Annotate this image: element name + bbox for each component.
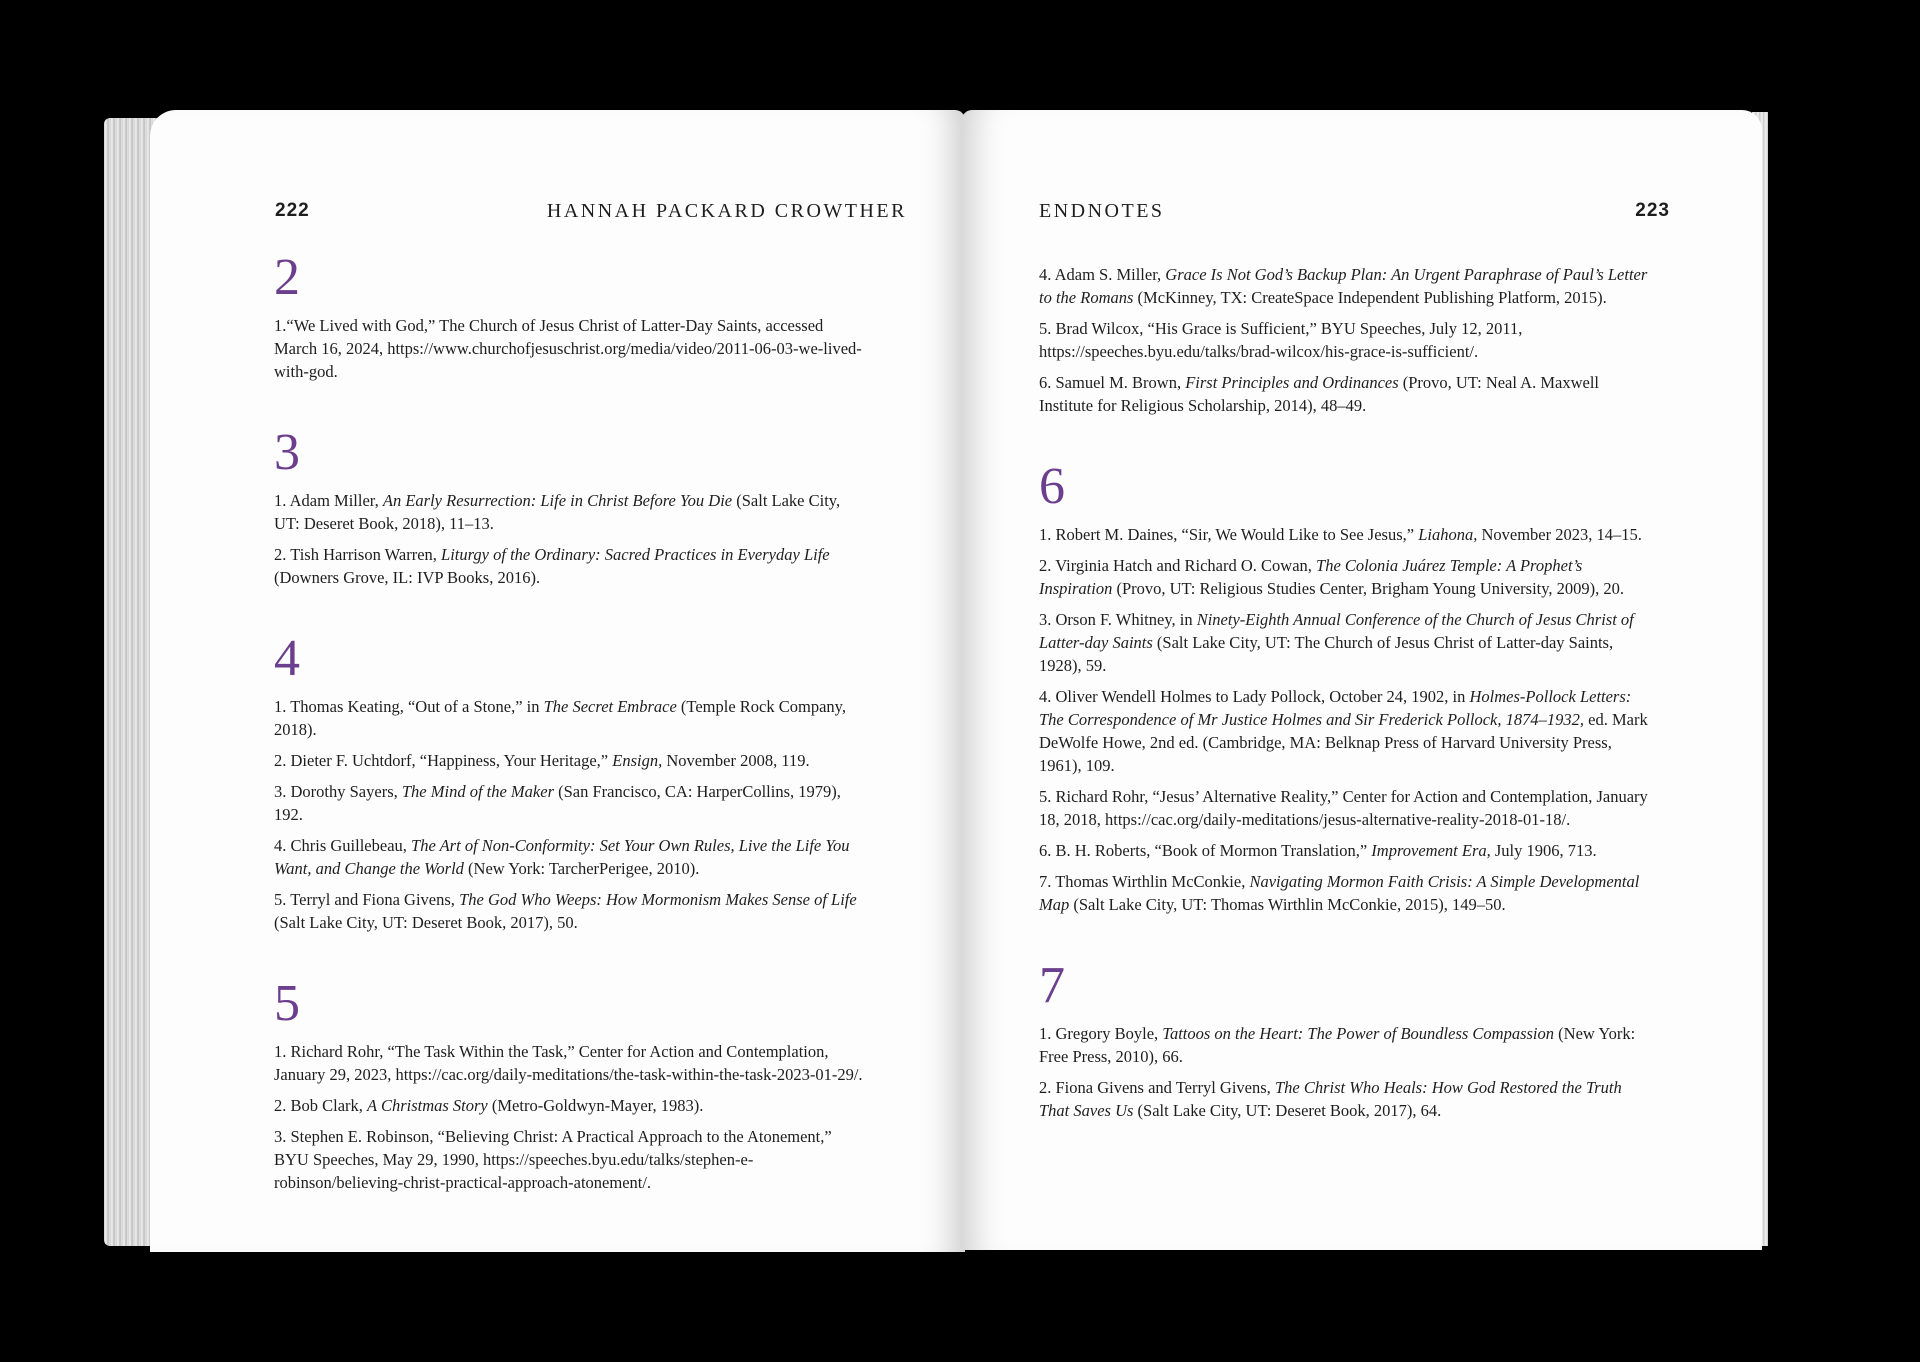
right-page bbox=[962, 110, 1762, 1250]
endnote-title-italic: Holmes-Pollock Letters: The Correspondence of Mr Justice Holmes and Sir Frederick Pollock, 1874–1932, bbox=[1039, 687, 1632, 729]
endnote-title-italic: Navigating Mormon Faith Crisis: A Simple Developmental Map bbox=[1039, 872, 1640, 914]
endnote-text: 1.“We Lived with God,” The Church of Jesus Christ of Latter-Day Saints, accessed March 16, 2024, https://www.churchofjesuschrist.org/media/video/2011-06-03-we-lived-with-god. bbox=[274, 316, 862, 381]
endnote-text: 5. Terryl and Fiona Givens, bbox=[274, 890, 460, 909]
endnotes-column-left bbox=[274, 249, 864, 1238]
endnote bbox=[1039, 870, 1649, 916]
endnote-title-italic: The God Who Weeps: How Mormonism Makes Sense of Life bbox=[459, 890, 857, 909]
endnote-title-italic: An Early Resurrection: Life in Christ Before You Die bbox=[382, 491, 733, 510]
endnote-text: 1. Robert M. Daines, “Sir, We Would Like to See Jesus,” bbox=[1039, 525, 1419, 544]
endnote-text: 4. Chris Guillebeau, bbox=[274, 836, 412, 855]
endnote-text: (Salt Lake City, UT: Thomas Wirthlin McConkie, 2015), 149–50. bbox=[1069, 895, 1506, 914]
running-head: ENDNOTES bbox=[1039, 200, 1165, 222]
endnote bbox=[274, 1094, 864, 1117]
endnote-title-italic: Ninety-Eighth Annual Conference of the Church of Jesus Christ of Latter-day Saints bbox=[1039, 610, 1634, 652]
endnote-text: (New York: TarcherPerigee, 2010). bbox=[463, 859, 700, 878]
left-page bbox=[150, 110, 965, 1252]
endnote bbox=[274, 749, 864, 772]
endnote-text: (Salt Lake City, UT: Deseret Book, 2017), 50. bbox=[274, 913, 578, 932]
endnote-title-italic: First Principles and Ordinances bbox=[1185, 373, 1399, 392]
endnote-section bbox=[1039, 458, 1649, 916]
endnote-text: 2. Dieter F. Uchtdorf, “Happiness, Your Heritage,” bbox=[274, 751, 613, 770]
chapter-number: 7 bbox=[1039, 957, 1065, 1014]
endnote-text: 5. Brad Wilcox, “His Grace is Sufficient,” BYU Speeches, July 12, 2011, https://speeches.byu.edu/talks/brad-wilcox/his-grace-is-sufficient/. bbox=[1039, 319, 1523, 361]
endnote-title-italic: The Mind of the Maker bbox=[401, 782, 554, 801]
endnote-title-italic: The Christ Who Heals: How God Restored the Truth That Saves Us bbox=[1039, 1078, 1622, 1120]
endnote-text: 1. Richard Rohr, “The Task Within the Task,” Center for Action and Contemplation, January 29, 2023, https://cac.org/daily-meditations/the-task-within-the-task-2023-01-29/. bbox=[274, 1042, 863, 1084]
endnote bbox=[274, 695, 864, 741]
chapter-number: 2 bbox=[274, 249, 300, 306]
page-number: 222 bbox=[275, 200, 310, 221]
endnote bbox=[1039, 371, 1649, 417]
endnote-text: (Provo, UT: Religious Studies Center, Brigham Young University, 2009), 20. bbox=[1112, 579, 1625, 598]
endnote-text: 3. Dorothy Sayers, bbox=[274, 782, 402, 801]
endnote bbox=[1039, 523, 1649, 546]
endnote-text: (Temple Rock Company, 2018). bbox=[274, 697, 846, 739]
endnote-text: 1. Adam Miller, bbox=[274, 491, 383, 510]
endnote-title-italic: Liahona, bbox=[1418, 525, 1478, 544]
endnote bbox=[274, 314, 864, 383]
endnote-text: 3. Stephen E. Robinson, “Believing Christ: A Practical Approach to the Atonement,” BYU Speeches, May 29, 1990, https://speeches.byu.edu/talks/stephen-e-robinson/believing-christ-practical-approach-atonement/. bbox=[274, 1127, 832, 1192]
endnote-text: July 1906, 713. bbox=[1490, 841, 1597, 860]
endnote-text: 1. Gregory Boyle, bbox=[1039, 1024, 1163, 1043]
endnote bbox=[274, 780, 864, 826]
endnote-text: 4. Adam S. Miller, bbox=[1039, 265, 1166, 284]
endnote bbox=[1039, 1022, 1649, 1068]
endnote-text: November 2023, 14–15. bbox=[1477, 525, 1642, 544]
page-number: 223 bbox=[1635, 200, 1670, 221]
endnote-title-italic: Tattoos on the Heart: The Power of Boundless Compassion bbox=[1162, 1024, 1555, 1043]
endnote-text: (Provo, UT: Neal A. Maxwell Institute for Religious Scholarship, 2014), 48–49. bbox=[1039, 373, 1599, 415]
endnote bbox=[274, 1125, 864, 1194]
endnote-title-italic: Ensign, bbox=[612, 751, 663, 770]
endnote-section bbox=[274, 630, 864, 934]
endnote-text: 2. Fiona Givens and Terryl Givens, bbox=[1039, 1078, 1275, 1097]
endnote bbox=[274, 489, 864, 535]
endnote-text: 6. B. H. Roberts, “Book of Mormon Translation,” bbox=[1039, 841, 1372, 860]
endnote-title-italic: The Art of Non-Conformity: Set Your Own Rules, Live the Life You Want, and Change the World bbox=[274, 836, 850, 878]
endnote bbox=[274, 1040, 864, 1086]
endnote-text: 4. Oliver Wendell Holmes to Lady Pollock, October 24, 1902, in bbox=[1039, 687, 1470, 706]
endnote-text: 6. Samuel M. Brown, bbox=[1039, 373, 1186, 392]
endnote-title-italic: The Colonia Juárez Temple: A Prophet’s Inspiration bbox=[1039, 556, 1583, 598]
endnote-text: (New York: Free Press, 2010), 66. bbox=[1039, 1024, 1636, 1066]
endnote bbox=[1039, 554, 1649, 600]
chapter-number: 3 bbox=[274, 424, 300, 481]
endnote-text: (Metro-Goldwyn-Mayer, 1983). bbox=[487, 1096, 704, 1115]
endnote bbox=[274, 543, 864, 589]
endnote bbox=[1039, 685, 1649, 777]
endnote-text: 5. Richard Rohr, “Jesus’ Alternative Reality,” Center for Action and Contemplation, January 18, 2018, https://cac.org/daily-meditations/jesus-alternative-reality-2018-01-18/. bbox=[1039, 787, 1648, 829]
endnote-text: 3. Orson F. Whitney, in bbox=[1039, 610, 1197, 629]
endnote-text: (Salt Lake City, UT: Deseret Book, 2017), 64. bbox=[1133, 1101, 1442, 1120]
endnote-section bbox=[274, 249, 864, 383]
endnote-section bbox=[1039, 957, 1649, 1122]
endnote bbox=[1039, 317, 1649, 363]
endnotes-column-right bbox=[1039, 263, 1649, 1166]
endnote-text: ed. Mark DeWolfe Howe, 2nd ed. (Cambridge, MA: Belknap Press of Harvard University Press, 1961), 109. bbox=[1039, 710, 1648, 775]
running-head: HANNAH PACKARD CROWTHER bbox=[546, 200, 907, 222]
endnote bbox=[1039, 785, 1649, 831]
endnote bbox=[1039, 1076, 1649, 1122]
endnote-text: November 2008, 119. bbox=[662, 751, 810, 770]
endnote-title-italic: Improvement Era, bbox=[1371, 841, 1491, 860]
chapter-number: 6 bbox=[1039, 458, 1065, 515]
endnote bbox=[1039, 608, 1649, 677]
endnote bbox=[274, 888, 864, 934]
endnote-text: 2. Bob Clark, bbox=[274, 1096, 368, 1115]
endnote-text: 2. Virginia Hatch and Richard O. Cowan, bbox=[1039, 556, 1317, 575]
endnote-text: (Downers Grove, IL: IVP Books, 2016). bbox=[274, 568, 541, 587]
chapter-number: 4 bbox=[274, 630, 300, 687]
endnote bbox=[1039, 263, 1649, 309]
endnote-text: (McKinney, TX: CreateSpace Independent Publishing Platform, 2015). bbox=[1133, 288, 1607, 307]
chapter-number: 5 bbox=[274, 975, 300, 1032]
endnote bbox=[274, 834, 864, 880]
endnote-title-italic: A Christmas Story bbox=[367, 1096, 488, 1115]
endnote-text: 2. Tish Harrison Warren, bbox=[274, 545, 442, 564]
endnote-title-italic: Liturgy of the Ordinary: Sacred Practices in Everyday Life bbox=[441, 545, 830, 564]
endnote-section bbox=[274, 424, 864, 589]
endnote-text: (Salt Lake City, UT: The Church of Jesus Christ of Latter-day Saints, 1928), 59. bbox=[1039, 633, 1614, 675]
endnote-text: (Salt Lake City, UT: Deseret Book, 2018), 11–13. bbox=[274, 491, 841, 533]
endnote-text: (San Francisco, CA: HarperCollins, 1979), 192. bbox=[274, 782, 841, 824]
endnote bbox=[1039, 839, 1649, 862]
endnote-title-italic: The Secret Embrace bbox=[543, 697, 677, 716]
endnote-text: 1. Thomas Keating, “Out of a Stone,” in bbox=[274, 697, 544, 716]
endnote-title-italic: Grace Is Not God’s Backup Plan: An Urgent Paraphrase of Paul’s Letter to the Romans bbox=[1039, 265, 1648, 307]
endnote-section bbox=[1039, 263, 1649, 417]
endnote-section bbox=[274, 975, 864, 1194]
endnote-text: 7. Thomas Wirthlin McConkie, bbox=[1039, 872, 1250, 891]
